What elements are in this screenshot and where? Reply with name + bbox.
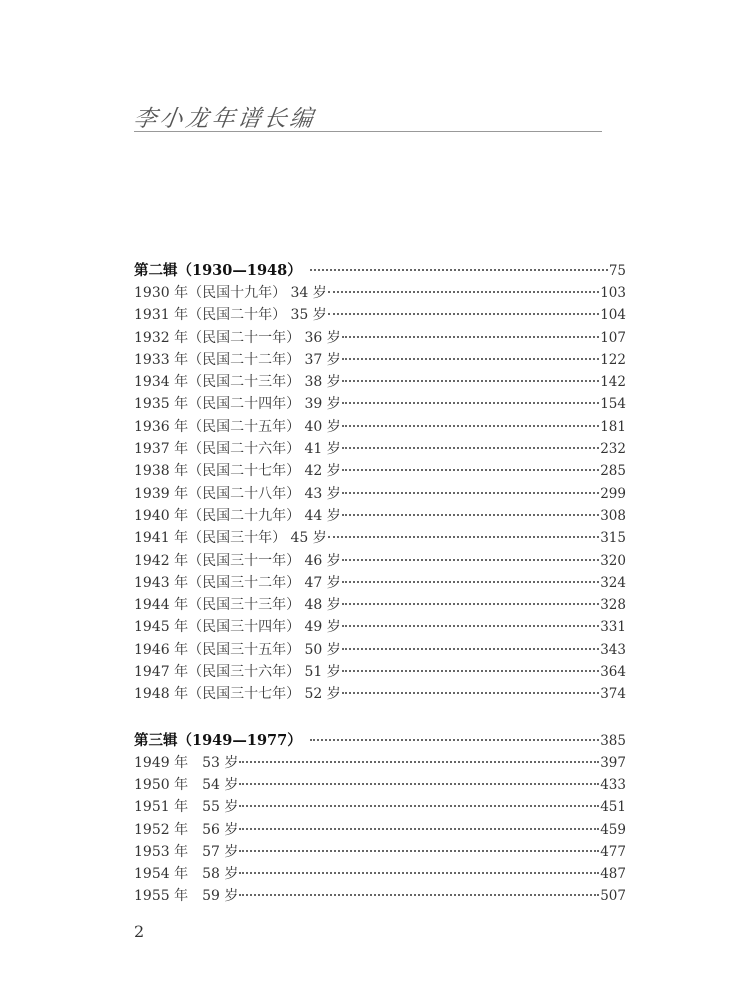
toc-entry-label: 1954 年 58 岁 xyxy=(134,866,239,883)
toc-entry-label: 1953 年 57 岁 xyxy=(134,843,239,860)
toc-page-number: 107 xyxy=(600,329,626,346)
toc-page-number: 142 xyxy=(600,374,626,391)
toc-page-number: 385 xyxy=(600,732,626,749)
toc-entry[interactable] xyxy=(134,796,626,818)
dot-leader xyxy=(342,380,599,382)
toc-entry[interactable] xyxy=(134,393,626,415)
toc-page-number: 232 xyxy=(600,441,626,458)
toc-page-number: 507 xyxy=(600,888,626,905)
toc-section-heading[interactable] xyxy=(134,729,626,752)
dot-leader xyxy=(310,739,600,741)
toc-page-number: 451 xyxy=(600,799,626,816)
toc-entry[interactable] xyxy=(134,683,626,705)
toc-entry-label: 1931 年（民国二十年） 35 岁 xyxy=(134,307,327,324)
toc-entry-label: 1941 年（民国三十年） 45 岁 xyxy=(134,530,327,547)
toc-page-number: 181 xyxy=(600,418,626,435)
toc-page-number: 320 xyxy=(600,552,626,569)
toc-entry-label: 1947 年（民国三十六年） 51 岁 xyxy=(134,664,341,681)
toc-page-number: 315 xyxy=(600,530,626,547)
toc-entry[interactable] xyxy=(134,282,626,304)
toc-entry-label: 1930 年（民国十九年） 34 岁 xyxy=(134,285,327,301)
toc-entry-label: 第三辑（1949—1977） xyxy=(134,731,302,749)
dot-leader xyxy=(328,313,599,315)
toc-page-number: 477 xyxy=(600,843,626,860)
toc-entry-label: 1935 年（民国二十四年） 39 岁 xyxy=(134,396,341,413)
toc-entry[interactable] xyxy=(134,527,626,549)
toc-entry[interactable] xyxy=(134,483,626,505)
toc-page-number: 285 xyxy=(600,463,626,480)
toc-entry-label: 1932 年（民国二十一年） 36 岁 xyxy=(134,329,341,346)
dot-leader xyxy=(342,336,599,338)
toc-entry-label: 1933 年（民国二十二年） 37 岁 xyxy=(134,351,341,368)
toc-entry[interactable] xyxy=(134,304,626,326)
toc-page-number: 75 xyxy=(608,263,626,279)
toc-entry[interactable] xyxy=(134,819,626,841)
toc-entry[interactable] xyxy=(134,841,626,863)
toc-entry-label: 1937 年（民国二十六年） 41 岁 xyxy=(134,441,341,458)
dot-leader xyxy=(239,828,599,830)
dot-leader xyxy=(342,447,599,449)
toc-page-number: 324 xyxy=(600,574,626,591)
toc-page-number: 459 xyxy=(600,821,626,838)
header-rule xyxy=(134,131,602,132)
dot-leader xyxy=(342,402,599,404)
toc-entry-label: 1955 年 59 岁 xyxy=(134,888,239,905)
toc-entry[interactable] xyxy=(134,572,626,594)
toc-entry[interactable] xyxy=(134,327,626,349)
dot-leader xyxy=(239,850,599,852)
toc-entry[interactable] xyxy=(134,594,626,616)
dot-leader xyxy=(342,559,599,561)
toc-page-number: 374 xyxy=(600,686,626,703)
dot-leader xyxy=(328,291,599,293)
toc-page-number: 331 xyxy=(600,619,626,636)
toc-page-number: 103 xyxy=(600,285,626,301)
toc-page-number: 122 xyxy=(600,351,626,368)
dot-leader xyxy=(342,581,599,583)
toc-entry-label: 1950 年 54 岁 xyxy=(134,776,239,793)
toc-page-number: 397 xyxy=(600,754,626,771)
toc-entry-label: 1939 年（民国二十八年） 43 岁 xyxy=(134,485,341,502)
toc-page-number: 104 xyxy=(600,307,626,324)
toc-entry[interactable] xyxy=(134,752,626,774)
toc-entry[interactable] xyxy=(134,616,626,638)
dot-leader xyxy=(239,872,599,874)
toc-entry[interactable] xyxy=(134,885,626,907)
toc-entry[interactable] xyxy=(134,438,626,460)
toc-page-number: 299 xyxy=(600,485,626,502)
toc-entry[interactable] xyxy=(134,550,626,572)
dot-leader xyxy=(342,670,599,672)
toc-entry-label: 1945 年（民国三十四年） 49 岁 xyxy=(134,619,341,636)
toc-entry-label: 1944 年（民国三十三年） 48 岁 xyxy=(134,597,341,614)
dot-leader xyxy=(310,269,608,271)
dot-leader xyxy=(239,783,599,785)
dot-leader xyxy=(342,603,599,605)
toc-entry-label: 1934 年（民国二十三年） 38 岁 xyxy=(134,374,341,391)
toc-entry-label: 第二辑（1930—1948） xyxy=(134,262,302,279)
dot-leader xyxy=(342,625,599,627)
toc-page-number: 154 xyxy=(600,396,626,413)
toc-entry[interactable] xyxy=(134,505,626,527)
dot-leader xyxy=(342,469,599,471)
running-head: 李小龙年谱长编 xyxy=(131,106,318,132)
toc-page-number: 487 xyxy=(600,866,626,883)
dot-leader xyxy=(239,761,599,763)
dot-leader xyxy=(328,536,599,538)
toc-entry-label: 1943 年（民国三十二年） 47 岁 xyxy=(134,574,341,591)
toc-section-heading[interactable] xyxy=(134,259,626,282)
dot-leader xyxy=(342,492,599,494)
toc-entry-label: 1946 年（民国三十五年） 50 岁 xyxy=(134,641,341,658)
toc-page-number: 328 xyxy=(600,597,626,614)
toc-entry[interactable] xyxy=(134,460,626,482)
dot-leader xyxy=(342,425,599,427)
toc-entry[interactable] xyxy=(134,774,626,796)
toc-page-number: 308 xyxy=(600,507,626,524)
dot-leader xyxy=(342,514,599,516)
dot-leader xyxy=(342,692,599,694)
section-gap xyxy=(134,706,626,729)
toc-entry-label: 1936 年（民国二十五年） 40 岁 xyxy=(134,418,341,435)
toc-entry-label: 1938 年（民国二十七年） 42 岁 xyxy=(134,463,341,480)
toc-entry[interactable] xyxy=(134,863,626,885)
page-number: 2 xyxy=(134,922,145,941)
toc-entry-label: 1951 年 55 岁 xyxy=(134,799,239,816)
toc-entry-label: 1940 年（民国二十九年） 44 岁 xyxy=(134,507,341,524)
dot-leader xyxy=(342,358,599,360)
dot-leader xyxy=(342,648,599,650)
toc-entry-label: 1942 年（民国三十一年） 46 岁 xyxy=(134,552,341,569)
toc-entry-label: 1948 年（民国三十七年） 52 岁 xyxy=(134,686,341,703)
toc-entry-label: 1952 年 56 岁 xyxy=(134,821,239,838)
table-of-contents xyxy=(134,259,626,908)
toc-entry[interactable] xyxy=(134,416,626,438)
dot-leader xyxy=(239,894,599,896)
toc-page-number: 364 xyxy=(600,664,626,681)
toc-entry-label: 1949 年 53 岁 xyxy=(134,754,239,771)
toc-page-number: 433 xyxy=(600,776,626,793)
dot-leader xyxy=(239,805,599,807)
toc-entry[interactable] xyxy=(134,639,626,661)
toc-entry[interactable] xyxy=(134,371,626,393)
toc-entry[interactable] xyxy=(134,661,626,683)
toc-entry[interactable] xyxy=(134,349,626,371)
toc-page-number: 343 xyxy=(600,641,626,658)
